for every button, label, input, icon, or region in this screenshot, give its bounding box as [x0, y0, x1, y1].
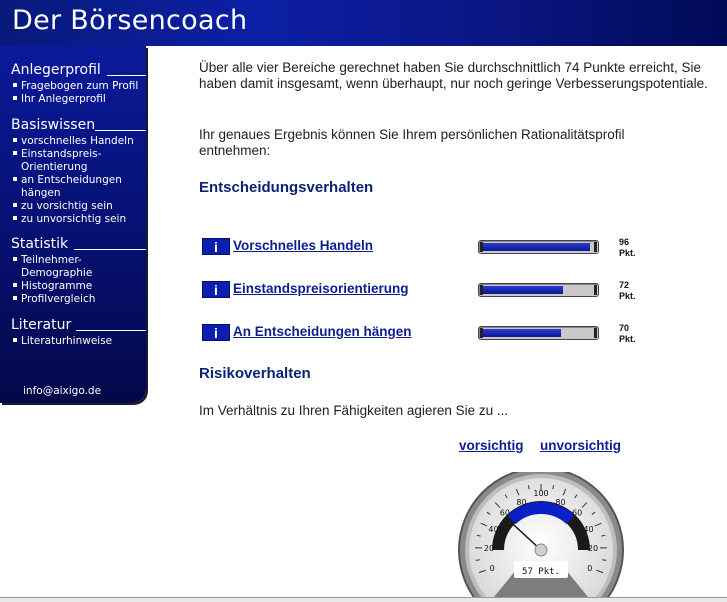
divider [107, 75, 146, 76]
sidebar-item-zu-vorsichtig[interactable]: zu vorsichtig sein [13, 200, 113, 213]
sidebar-item-einstandspreis[interactable]: Einstandspreis- Orientierung [13, 148, 101, 174]
divider [95, 130, 146, 131]
detail-text: Ihr genaues Ergebnis können Sie Ihrem persönlichen Rationalitätsprofil entnehmen: [199, 127, 669, 159]
decision-heading: Entscheidungsverhalten [199, 179, 373, 196]
score-bar [478, 326, 599, 340]
sidebar-item-teilnehmer-demographie[interactable]: Teilnehmer- Demographie [13, 254, 92, 280]
intro-text: Über alle vier Bereiche gerechnet haben Sie durchschnittlich 74 Punkte erreicht, Sie haben damit insgesamt, wenn überhaupt, nur noch geringe Verbesserungspotentiale. [199, 60, 714, 92]
app-title: Der Börsencoach [12, 5, 247, 36]
divider [74, 249, 146, 250]
contact-email-link[interactable]: info@aixigo.de [23, 385, 101, 397]
sidebar [0, 46, 146, 403]
gauge-tick-label: 100 [533, 489, 548, 498]
app-header [0, 0, 727, 46]
sidebar-heading-literatur: Literatur [11, 317, 71, 333]
gauge-tick-label: 40 [583, 525, 593, 534]
sidebar-heading-basiswissen: Basiswissen [11, 117, 95, 133]
score-points: 70 Pkt. [619, 323, 636, 345]
sidebar-item-entscheidungen[interactable]: an Entscheidungen hängen [13, 174, 122, 200]
info-icon[interactable]: i [202, 281, 230, 298]
score-bar-fill [483, 329, 561, 337]
sidebar-item-profilvergleich[interactable]: Profilvergleich [13, 293, 95, 306]
sidebar-item-anlegerprofil[interactable]: Ihr Anlegerprofil [13, 93, 106, 106]
link-unvorsichtig[interactable]: unvorsichtig [540, 438, 621, 453]
info-icon[interactable]: i [202, 324, 230, 341]
gauge-readout: 57 Pkt. [522, 567, 560, 577]
gauge-tick-label: 20 [484, 544, 494, 553]
gauge-tick [476, 560, 480, 561]
sidebar-item-fragebogen[interactable]: Fragebogen zum Profil [13, 80, 138, 93]
score-points: 96 Pkt. [619, 237, 636, 259]
sidebar-item-zu-unvorsichtig[interactable]: zu unvorsichtig sein [13, 213, 126, 226]
risk-heading: Risikoverhalten [199, 365, 311, 382]
link-einstandspreisorientierung[interactable]: Einstandspreisorientierung [233, 281, 409, 296]
score-gauge [456, 472, 626, 598]
score-bar [478, 240, 599, 254]
gauge-tick-label: 0 [587, 564, 592, 573]
gauge-tick-label: 80 [516, 498, 526, 507]
status-bar [0, 597, 727, 602]
gauge-tick [602, 560, 606, 561]
score-points: 72 Pkt. [619, 280, 636, 302]
gauge-tick-label: 60 [500, 509, 510, 518]
info-icon[interactable]: i [202, 238, 230, 255]
divider [76, 330, 146, 331]
sidebar-heading-anlegerprofil: Anlegerprofil [11, 62, 101, 78]
link-vorschnelles-handeln[interactable]: Vorschnelles Handeln [233, 238, 373, 253]
sidebar-item-histogramme[interactable]: Histogramme [13, 280, 92, 293]
gauge-tick-label: 40 [488, 525, 498, 534]
score-bar-fill [483, 243, 590, 251]
risk-text: Im Verhältnis zu Ihren Fähigkeiten agieren Sie zu ... [199, 403, 508, 418]
gauge-hub [535, 544, 547, 556]
sidebar-item-vorschnelles-handeln[interactable]: vorschnelles Handeln [13, 135, 134, 148]
gauge-tick-label: 0 [490, 564, 495, 573]
gauge-tick-label: 60 [572, 509, 582, 518]
score-bar-fill [483, 286, 563, 294]
sidebar-item-literaturhinweise[interactable]: Literaturhinweise [13, 335, 112, 348]
link-entscheidungen-haengen[interactable]: An Entscheidungen hängen [233, 324, 412, 339]
gauge-tick-label: 20 [588, 544, 598, 553]
score-bar [478, 283, 599, 297]
sidebar-heading-statistik: Statistik [11, 236, 68, 252]
gauge-tick-label: 80 [555, 498, 565, 507]
link-vorsichtig[interactable]: vorsichtig [459, 438, 524, 453]
